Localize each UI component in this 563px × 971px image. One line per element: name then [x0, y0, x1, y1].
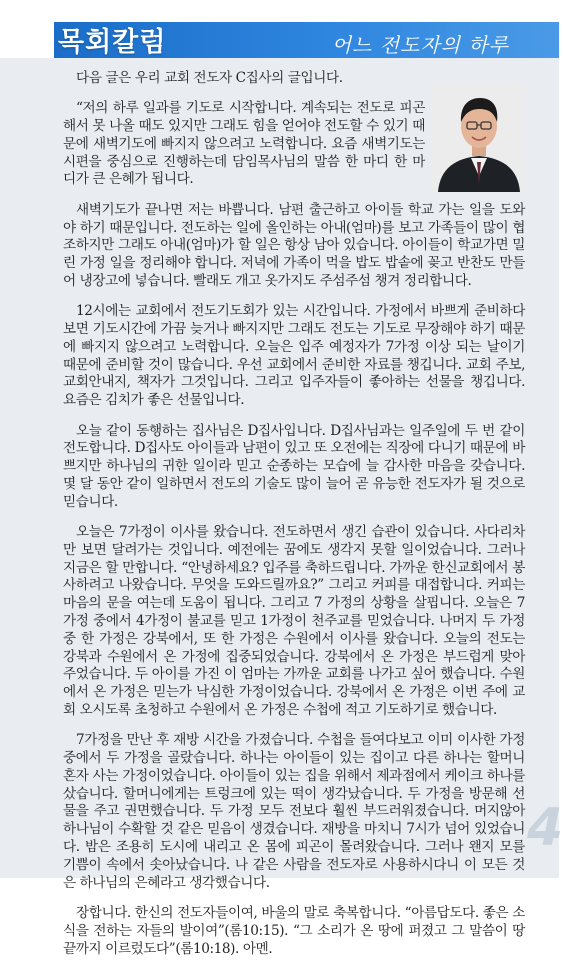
paragraph: 12시에는 교회에서 전도기도회가 있는 시간입니다. 가정에서 바쁘게 준비하다 보면 기도시간에 가끔 늦거나 빠지지만 그래도 전도는 기도로 무장해야 하기 때문에 빠지지 않으려고 노력합니다. 오늘은 입주 예정자가 7가정 이상 되는 날이기 때문에 준비할 것이 많습니다. 우선 교회에서 준비한 자료를 챙깁니다. 교회 주보, 교회안내지, 책자가 그것입니다. 그리고 입주자들이 좋아하는 선물을 챙깁니다. 요즘은 김치가 좋은 선물입니다.: [63, 303, 525, 409]
paragraph: 7가정을 만난 후 재방 시간을 가졌습니다. 수첩을 들여다보고 이미 이사한 가정 중에서 두 가정을 골랐습니다. 하나는 아이들이 있는 집이고 다른 하나는 할머니 혼자 사는 가정이었습니다. 아이들이 있는 집을 위해서 제과점에서 케이크 하나를 샀습니다. 할머니에게는 트렁크에 있는 떡이 생각났습니다. 두 가정을 방문해 선물을 주고 권면했습니다. 두 가정 모두 전보다 훨씬 부드러워졌습니다. 머지않아 하나님이 수확할 것 같은 믿음이 생겼습니다. 재방을 마치니 7시가 넘어 있었습니다. 밤은 조용히 도시에 내리고 온 몸에 피곤이 몰려왔습니다. 그러나 왠지 모를 기쁨이 속에서 솟아났습니다. 나 같은 사람을 전도자로 사용하시다니 이 모든 것은 하나님의 은혜라고 생각했습니다.: [63, 732, 525, 891]
paragraph: 오늘은 7가정이 이사를 왔습니다. 전도하면서 생긴 습관이 있습니다. 사다리차만 보면 달려가는 것입니다. 예전에는 꿈에도 생각지 못할 일이었습니다. 그러나 지금은 할 만합니다. “안녕하세요? 입주를 축하드립니다. 가까운 한신교회에서 봉사하려고 나왔습니다. 무엇을 도와드릴까요?” 그리고 커피를 대접합니다. 커피는 마음의 문을 여는데 도움이 됩니다. 그리고 7 가정의 상황을 살핍니다. 오늘은 7가정 중에서 4가정이 불교를 믿고 1가정이 천주교를 믿었습니다. 나머지 두 가정 중 한 가정은 강북에서, 또 한 가정은 수원에서 이사를 왔습니다. 오늘의 전도는 강북과 수원에서 온 가정에 집중되었습니다. 강북에서 온 가정은 부드럽게 맞아 주었습니다. 두 아이를 가진 이 엄마는 가까운 교회를 나가고 싶어 했습니다. 수원에서 온 가정은 믿는가 낙심한 가정이었습니다. 강북에서 온 가정은 이번 주에 교회 오시도록 초청하고 수원에서 온 가정은 수첩에 적고 기도하기로 했습니다.: [63, 524, 525, 718]
paragraph: 장합니다. 한신의 전도자들이여, 바울의 말로 축복합니다. “아름답도다. 좋은 소식을 전하는 자들의 발이여”(롬10:15). “그 소리가 온 땅에 퍼졌고 그 말씀이 땅 끝까지 이르렀도다”(롬10:18). 아멘.: [63, 904, 525, 957]
column-text: [63, 70, 525, 971]
paragraph: “저의 하루 일과를 기도로 시작합니다. 계속되는 전도로 피곤해서 못 나올 때도 있지만 그래도 힘을 얻어야 전도할 수 있기 때문에 새벽기도에 빠지지 않으려고 노력합니다. 요즘 새벽기도는 시편을 중심으로 진행하는데 담임목사님의 말씀 한 마디 한 마디가 큰 은혜가 됩니다.: [63, 100, 425, 188]
column-subtitle: 어느 전도자의 하루: [331, 33, 509, 57]
paragraph: 오늘 같이 동행하는 집사님은 D집사입니다. D집사님과는 일주일에 두 번 같이 전도합니다. D집사도 아이들과 남편이 있고 또 오전에는 직장에 다니기 때문에 바쁘지만 하나님의 귀한 일이라 믿고 순종하는 모습에 늘 감사한 마음을 갖습니다. 몇 달 동안 같이 일하면서 전도의 기술도 많이 늘어 곧 유능한 전도자가 될 것으로 믿습니다.: [63, 422, 525, 510]
column-title: 목회칼럼: [58, 27, 167, 58]
header: [0, 0, 559, 58]
page-number: 4: [527, 798, 563, 858]
paragraph: 새벽기도가 끝나면 저는 바쁩니다. 남편 출근하고 아이들 학교 가는 일을 도와야 하기 때문입니다. 전도하는 일에 올인하는 아내(엄마)를 보고 가족들이 많이 협조하지만 그래도 아내(엄마)가 할 일은 항상 남아 있습니다. 아이들이 학교가면 밀린 가정 일을 정리해야 합니다. 저녁에 가족이 먹을 밥도 밥솥에 꽂고 반찬도 만들어 냉장고에 넣습니다. 빨래도 개고 옷가지도 주섬주섬 챙겨 정리합니다.: [63, 201, 525, 289]
paragraph: 다음 글은 우리 교회 전도자 C집사의 글입니다.: [76, 70, 343, 86]
